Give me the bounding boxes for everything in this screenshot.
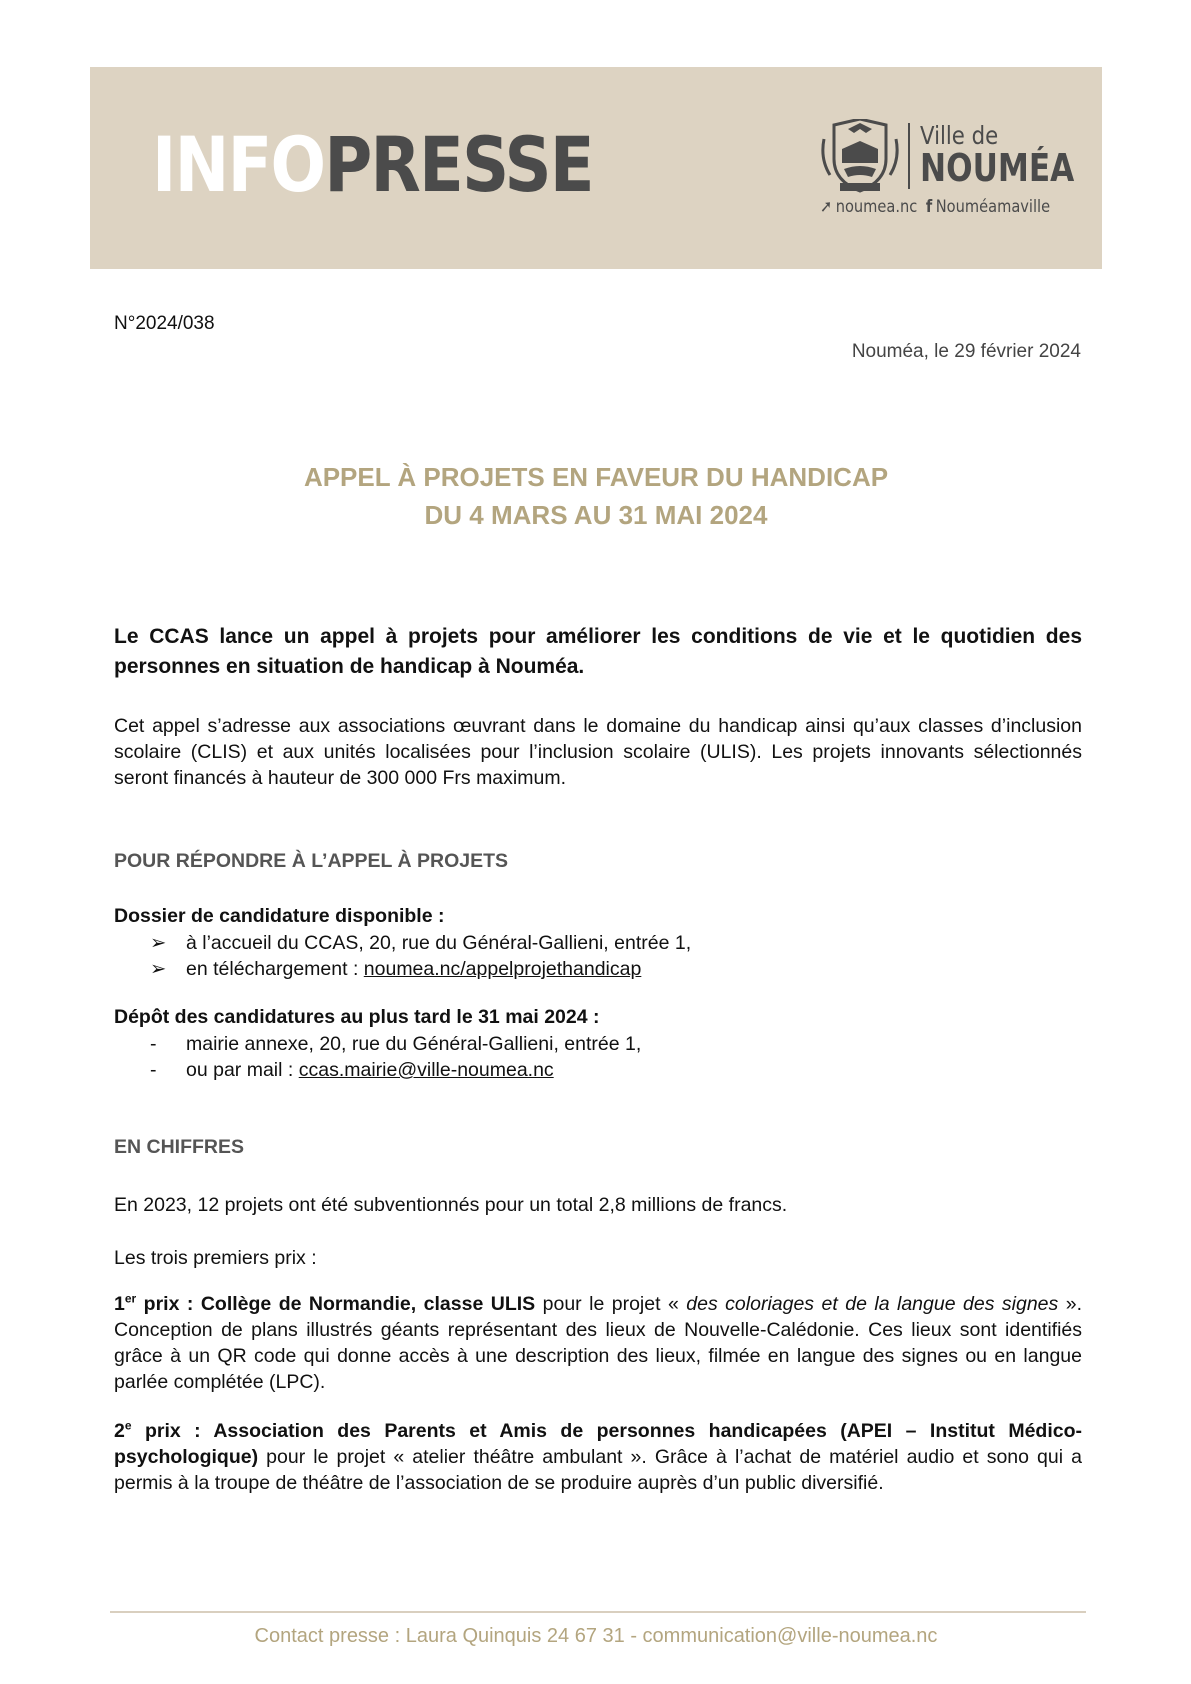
brand-info: INFO <box>152 120 325 209</box>
prize-1-rank: 1 <box>114 1293 125 1315</box>
list-item <box>150 1031 641 1057</box>
brand-presse: PRESSE <box>324 120 593 209</box>
prize-1-text-b: ». Conception de plans illustrés géants représentant des lieux de Nouvelle-Calédonie. Ces lieux sont identifiés grâce à un QR code qui donne accès à une description des lieux, filmée en langue des signes ou en langue parlée complétée (LPC). <box>114 1293 1082 1393</box>
info-presse-wordmark <box>152 120 593 209</box>
prize-1-text-a: pour le projet « <box>535 1293 687 1315</box>
prize-2-paragraph <box>114 1418 1082 1496</box>
prize-2-winner: prix : Association des Parents et Amis de personnes handicapées (APEI – Institut Médico-psychologique) <box>114 1420 1082 1468</box>
prize-1-project: des coloriages et de la langue des signes <box>686 1293 1059 1315</box>
title-line-1: APPEL À PROJETS EN FAVEUR DU HANDICAP <box>303 462 889 492</box>
download-link[interactable]: noumea.nc/appelprojethandicap <box>363 958 642 980</box>
list-item-text: mairie annexe, 20, rue du Général-Gallieni, entrée 1, <box>186 1033 642 1055</box>
prize-1-winner: prix : Collège de Normandie, classe ULIS <box>136 1293 536 1315</box>
place-date: Nouméa, le 29 février 2024 <box>851 341 1081 362</box>
title-line-2: DU 4 MARS AU 31 MAI 2024 <box>424 500 768 530</box>
section-heading-figures: EN CHIFFRES <box>114 1136 245 1158</box>
email-link[interactable]: ccas.mairie@ville-noumea.nc <box>298 1059 554 1081</box>
list-item-text: à l’accueil du CCAS, 20, rue du Général-Gallieni, entrée 1, <box>186 932 692 954</box>
intro-paragraph: Cet appel s’adresse aux associations œuvrant dans le domaine du handicap ainsi qu’aux classes d’inclusion scolaire (CLIS) et aux unités localisées pour l’inclusion scolaire (ULIS). Les projets innovants sélectionnés seront financés à hauteur de 300 000 Frs maximum. <box>114 715 1082 789</box>
prize-2-sup: e <box>124 1418 132 1433</box>
list-item <box>150 930 691 956</box>
prize-1-paragraph <box>114 1291 1082 1395</box>
list-item-text: ou par mail : <box>186 1059 299 1081</box>
prize-2-text: pour le projet « atelier théâtre ambulant ». Grâce à l’achat de matériel audio et sono qui a permis à la troupe de théâtre de l’association de se produire auprès d’un public diversifié. <box>114 1446 1082 1494</box>
logo-links <box>820 197 1050 217</box>
depot-heading: Dépôt des candidatures au plus tard le 31 mai 2024 : <box>114 1006 600 1028</box>
arrow-icon: ➚ <box>820 197 833 217</box>
ville-de-noumea-logo <box>820 119 1080 219</box>
logo-city-name: NOUMÉA <box>920 146 1075 190</box>
bullet-dash: - <box>150 1033 157 1055</box>
prize-1-sup: er <box>124 1291 137 1306</box>
bullet-arrow-icon: ➢ <box>150 958 167 980</box>
lead-paragraph: Le CCAS lance un appel à projets pour améliorer les conditions de vie et le quotidien des personnes en situation de handicap à Nouméa. <box>114 625 1082 678</box>
dossier-heading: Dossier de candidature disponible : <box>114 905 445 927</box>
prize-2-rank: 2 <box>114 1420 125 1442</box>
bullet-dash: - <box>150 1059 157 1081</box>
list-item <box>150 956 641 982</box>
figures-stat: En 2023, 12 projets ont été subventionnés pour un total 2,8 millions de francs. <box>114 1194 788 1216</box>
list-item <box>150 1057 554 1083</box>
bullet-arrow-icon: ➢ <box>150 932 167 954</box>
noumea-crest-icon <box>820 119 900 195</box>
prizes-intro: Les trois premiers prix : <box>114 1247 317 1269</box>
logo-facebook[interactable]: Nouméamaville <box>935 197 1051 217</box>
footer-contact: Contact presse : Laura Quinquis 24 67 31 - communication@ville-noumea.nc <box>254 1625 938 1647</box>
header-banner <box>90 67 1102 269</box>
footer-divider <box>110 1611 1086 1613</box>
press-release-number: N°2024/038 <box>114 313 215 334</box>
list-item-text: en téléchargement : <box>186 958 364 980</box>
facebook-icon: f <box>925 197 933 217</box>
logo-divider <box>908 123 910 189</box>
logo-ville-de: Ville de <box>920 121 999 150</box>
section-heading-respond: POUR RÉPONDRE À L’APPEL À PROJETS <box>114 850 509 872</box>
logo-website[interactable]: noumea.nc <box>835 197 918 217</box>
